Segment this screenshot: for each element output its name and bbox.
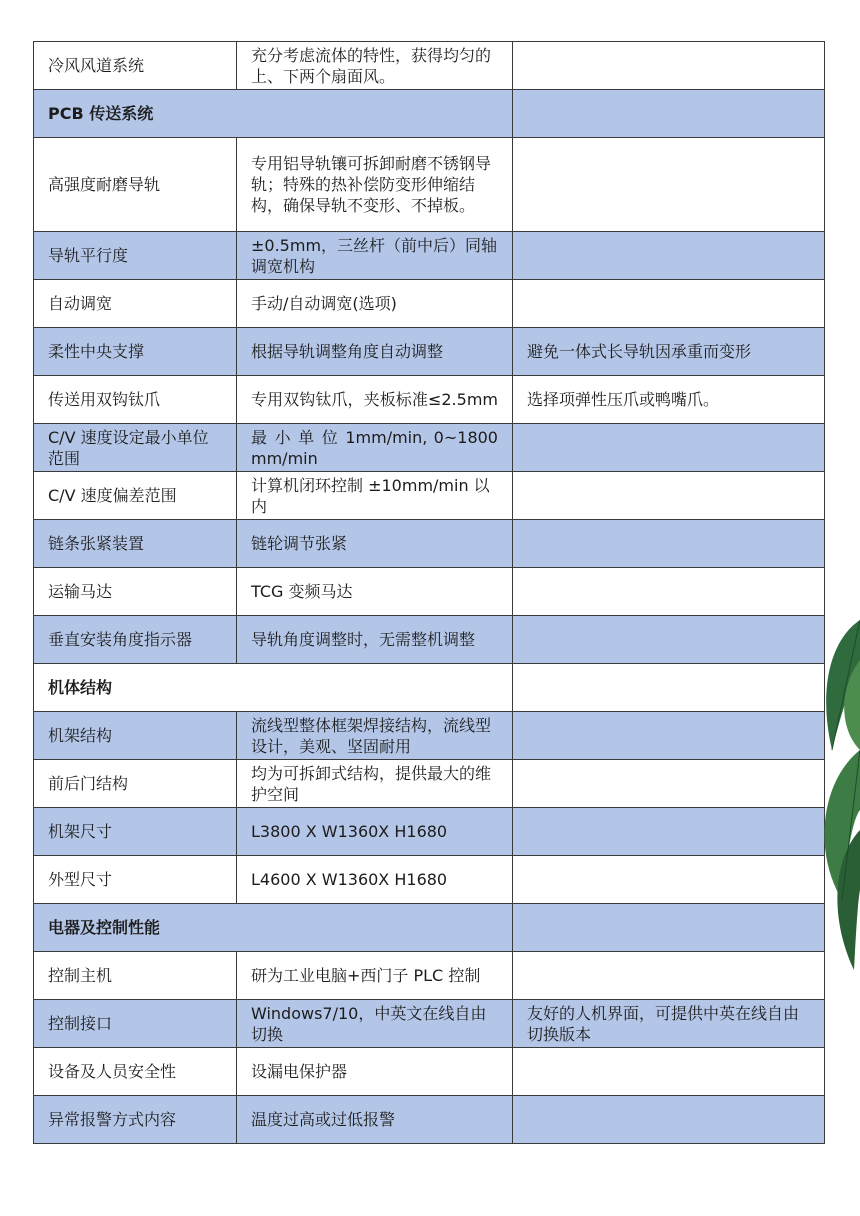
section-title: 机体结构: [34, 664, 513, 712]
spec-name-cell: 柔性中央支撑: [34, 328, 237, 376]
spec-name-cell: 机架结构: [34, 712, 237, 760]
spec-name-cell: 控制主机: [34, 952, 237, 1000]
spec-desc-cell: 链轮调节张紧: [237, 520, 513, 568]
spec-desc-cell: 专用双钩钛爪，夹板标准≤2.5mm: [237, 376, 513, 424]
spec-row: [34, 568, 825, 616]
spec-desc-cell: 温度过高或过低报警: [237, 1096, 513, 1144]
spec-name-cell: C/V 速度偏差范围: [34, 472, 237, 520]
leaf-plant-icon: [812, 600, 860, 980]
spec-row: [34, 424, 825, 472]
spec-name-cell: 自动调宽: [34, 280, 237, 328]
spec-desc-cell: 专用铝导轨镶可拆卸耐磨不锈钢导轨；特殊的热补偿防变形伸缩结构，确保导轨不变形、不掉板。: [237, 138, 513, 232]
spec-note-cell: [513, 424, 825, 472]
section-note-cell: [513, 904, 825, 952]
spec-name-cell: 外型尺寸: [34, 856, 237, 904]
spec-desc-cell: 研为工业电脑+西门子 PLC 控制: [237, 952, 513, 1000]
spec-desc-cell: L4600 X W1360X H1680: [237, 856, 513, 904]
section-header-row: [34, 90, 825, 138]
spec-row: [34, 952, 825, 1000]
spec-row: [34, 328, 825, 376]
spec-name-cell: 设备及人员安全性: [34, 1048, 237, 1096]
spec-desc-cell: 导轨角度调整时，无需整机调整: [237, 616, 513, 664]
spec-desc-cell: Windows7/10，中英文在线自由切换: [237, 1000, 513, 1048]
spec-desc-cell: 最 小 单 位 1mm/min, 0~1800mm/min: [237, 424, 513, 472]
spec-name-cell: 机架尺寸: [34, 808, 237, 856]
spec-name-cell: 导轨平行度: [34, 232, 237, 280]
spec-table-body: [34, 42, 825, 1144]
spec-note-cell: [513, 472, 825, 520]
spec-row: [34, 712, 825, 760]
spec-desc-cell: L3800 X W1360X H1680: [237, 808, 513, 856]
spec-note-cell: [513, 520, 825, 568]
spec-note-cell: [513, 952, 825, 1000]
spec-table: [33, 41, 825, 1144]
spec-row: [34, 616, 825, 664]
section-title: 电器及控制性能: [34, 904, 513, 952]
spec-name-cell: 异常报警方式内容: [34, 1096, 237, 1144]
section-header-row: [34, 664, 825, 712]
spec-note-cell: 避免一体式长导轨因承重而变形: [513, 328, 825, 376]
spec-desc-cell: ±0.5mm，三丝杆（前中后）同轴调宽机构: [237, 232, 513, 280]
spec-name-cell: C/V 速度设定最小单位范围: [34, 424, 237, 472]
spec-note-cell: [513, 1096, 825, 1144]
spec-row: [34, 280, 825, 328]
spec-row: [34, 138, 825, 232]
spec-note-cell: 选择项弹性压爪或鸭嘴爪。: [513, 376, 825, 424]
spec-row: [34, 232, 825, 280]
spec-desc-cell: 充分考虑流体的特性，获得均匀的上、下两个扇面风。: [237, 42, 513, 90]
spec-name-cell: 控制接口: [34, 1000, 237, 1048]
spec-note-cell: [513, 616, 825, 664]
spec-note-cell: [513, 1048, 825, 1096]
spec-desc-cell: 流线型整体框架焊接结构，流线型设计，美观、坚固耐用: [237, 712, 513, 760]
spec-note-cell: [513, 138, 825, 232]
spec-row: [34, 1048, 825, 1096]
spec-name-cell: 链条张紧装置: [34, 520, 237, 568]
spec-note-cell: [513, 760, 825, 808]
spec-row: [34, 376, 825, 424]
spec-name-cell: 前后门结构: [34, 760, 237, 808]
spec-row: [34, 520, 825, 568]
spec-row: [34, 808, 825, 856]
spec-note-cell: [513, 232, 825, 280]
spec-row: [34, 1000, 825, 1048]
spec-note-cell: [513, 808, 825, 856]
spec-desc-cell: 手动/自动调宽(选项): [237, 280, 513, 328]
spec-note-cell: [513, 280, 825, 328]
spec-note-cell: [513, 568, 825, 616]
spec-name-cell: 垂直安装角度指示器: [34, 616, 237, 664]
spec-desc-cell: 根据导轨调整角度自动调整: [237, 328, 513, 376]
spec-desc-cell: TCG 变频马达: [237, 568, 513, 616]
spec-note-cell: [513, 712, 825, 760]
spec-note-cell: [513, 856, 825, 904]
spec-row: [34, 472, 825, 520]
section-note-cell: [513, 90, 825, 138]
spec-name-cell: 冷风风道系统: [34, 42, 237, 90]
spec-row: [34, 760, 825, 808]
section-title: PCB 传送系统: [34, 90, 513, 138]
spec-note-cell: 友好的人机界面，可提供中英在线自由切换版本: [513, 1000, 825, 1048]
section-header-row: [34, 904, 825, 952]
spec-desc-cell: 均为可拆卸式结构，提供最大的维护空间: [237, 760, 513, 808]
spec-desc-cell: 设漏电保护器: [237, 1048, 513, 1096]
spec-row: [34, 1096, 825, 1144]
spec-desc-cell: 计算机闭环控制 ±10mm/min 以内: [237, 472, 513, 520]
spec-name-cell: 传送用双钩钛爪: [34, 376, 237, 424]
spec-row: [34, 856, 825, 904]
spec-row: [34, 42, 825, 90]
spec-name-cell: 运输马达: [34, 568, 237, 616]
section-note-cell: [513, 664, 825, 712]
spec-note-cell: [513, 42, 825, 90]
spec-name-cell: 高强度耐磨导轨: [34, 138, 237, 232]
